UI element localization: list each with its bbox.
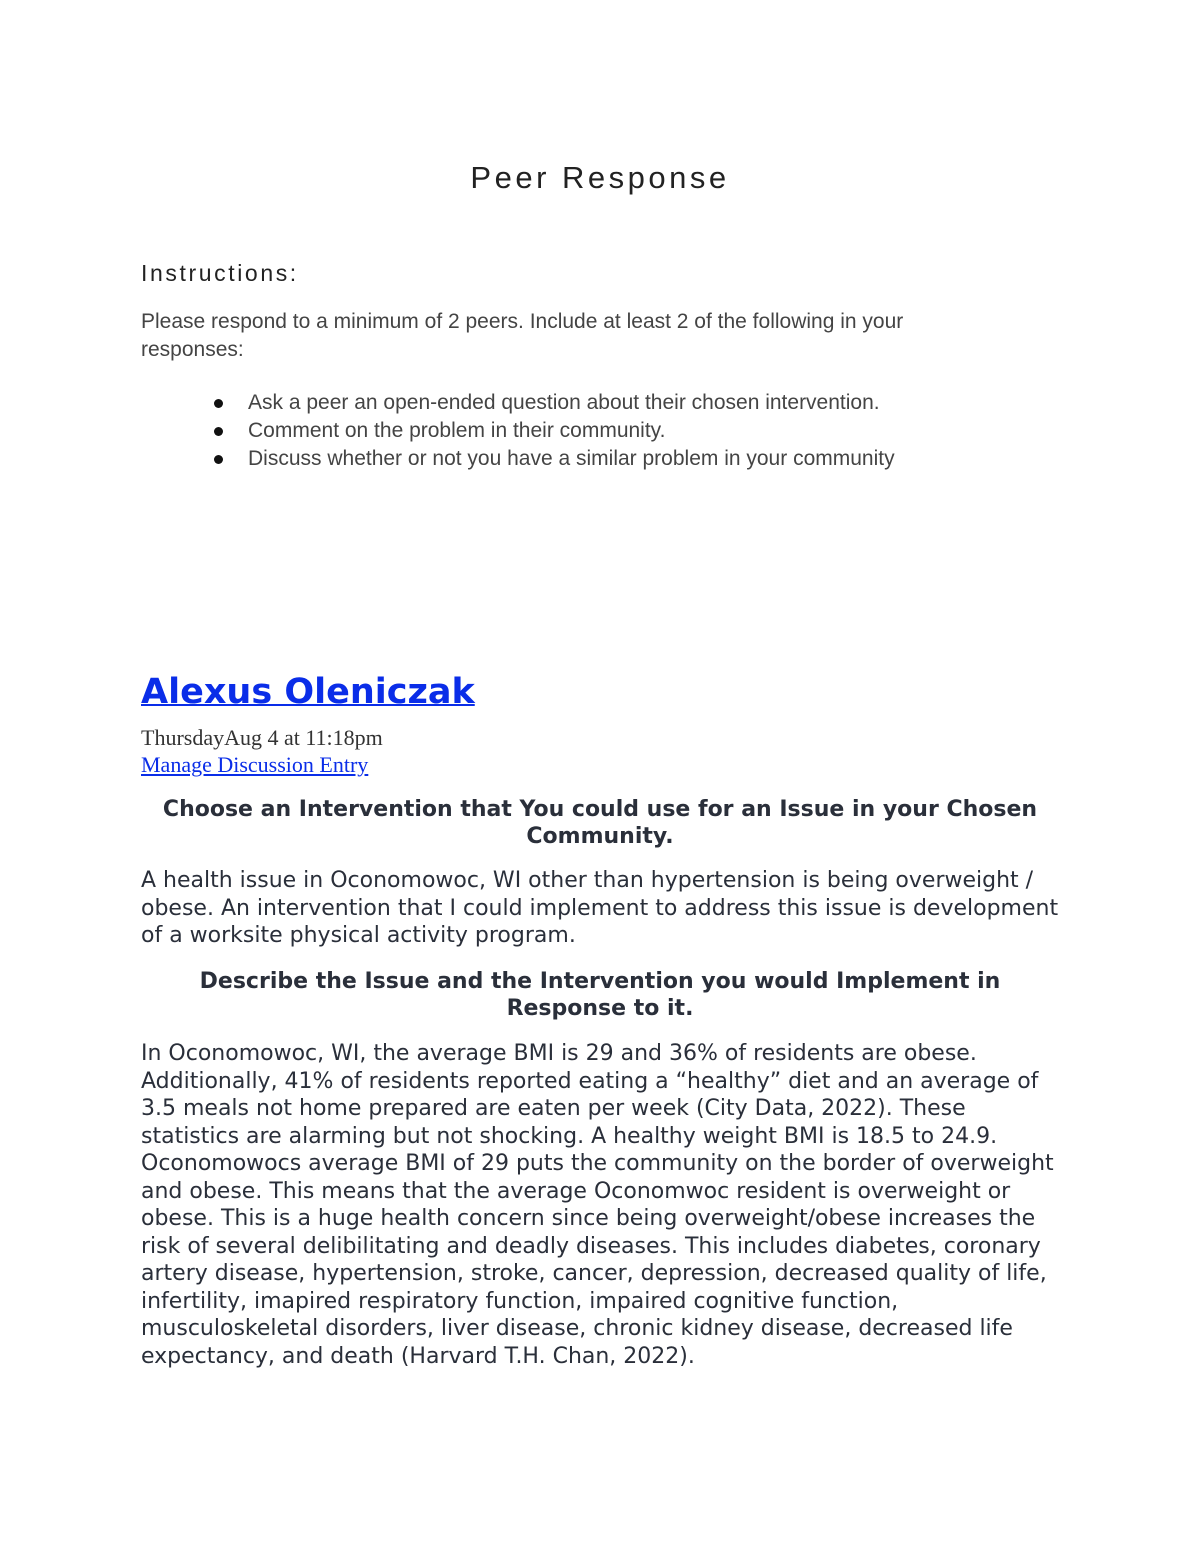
list-item (210, 389, 1010, 417)
list-item-text: Discuss whether or not you have a similar problem in your community (248, 447, 895, 470)
author-name-link[interactable]: Alexus Oleniczak (141, 672, 475, 712)
manage-discussion-entry-link[interactable]: Manage Discussion Entry (141, 752, 369, 777)
bullet-icon (214, 455, 223, 464)
instructions-list (210, 389, 1010, 473)
bullet-icon (214, 427, 223, 436)
list-item-text: Ask a peer an open-ended question about their chosen intervention. (248, 391, 880, 414)
section-heading-issue: Describe the Issue and the Intervention you would Implement in Response to it. (199, 969, 1001, 1021)
post-paragraph-1: A health issue in Oconomowoc, WI other than hypertension is being overweight / obese. An intervention that I could implement to address this issue is development of a worksite physical activity program. (141, 868, 1059, 948)
list-item-text: Comment on the problem in their community. (248, 419, 666, 442)
bullet-icon (214, 399, 223, 408)
post-paragraph-2: In Oconomowoc, WI, the average BMI is 29 and 36% of residents are obese. Additionally, 41% of residents reported eating a “healthy” diet and an average of 3.5 meals not home prepared are eaten per week (City Data, 2022). These statistics are alarming but not shocking. A healthy weight BMI is 18.5 to 24.9. Oconomowocs average BMI of 29 puts the community on the border of overweight and obese. This means that the average Oconomwoc resident is overweight or obese. This is a huge health concern since being overweight/obese increases the risk of several delibilitating and deadly diseases. This includes diabetes, coronary artery disease, hypertension, stroke, cancer, depression, decreased quality of life, infertility, imapired respiratory function, impaired cognitive function, musculoskeletal disorders, liver disease, chronic kidney disease, decreased life expectancy, and death (Harvard T.H. Chan, 2022). (141, 1041, 1054, 1369)
instructions-text: Please respond to a minimum of 2 peers. Include at least 2 of the following in your responses: (141, 310, 904, 361)
list-item (210, 417, 1010, 445)
instructions-heading: Instructions: (141, 260, 299, 286)
page-title: Peer Response (470, 160, 730, 195)
list-item (210, 445, 1010, 473)
post-timestamp: ThursdayAug 4 at 11:18pm (141, 725, 383, 750)
section-heading-intervention: Choose an Intervention that You could use for an Issue in your Chosen Community. (162, 797, 1038, 849)
